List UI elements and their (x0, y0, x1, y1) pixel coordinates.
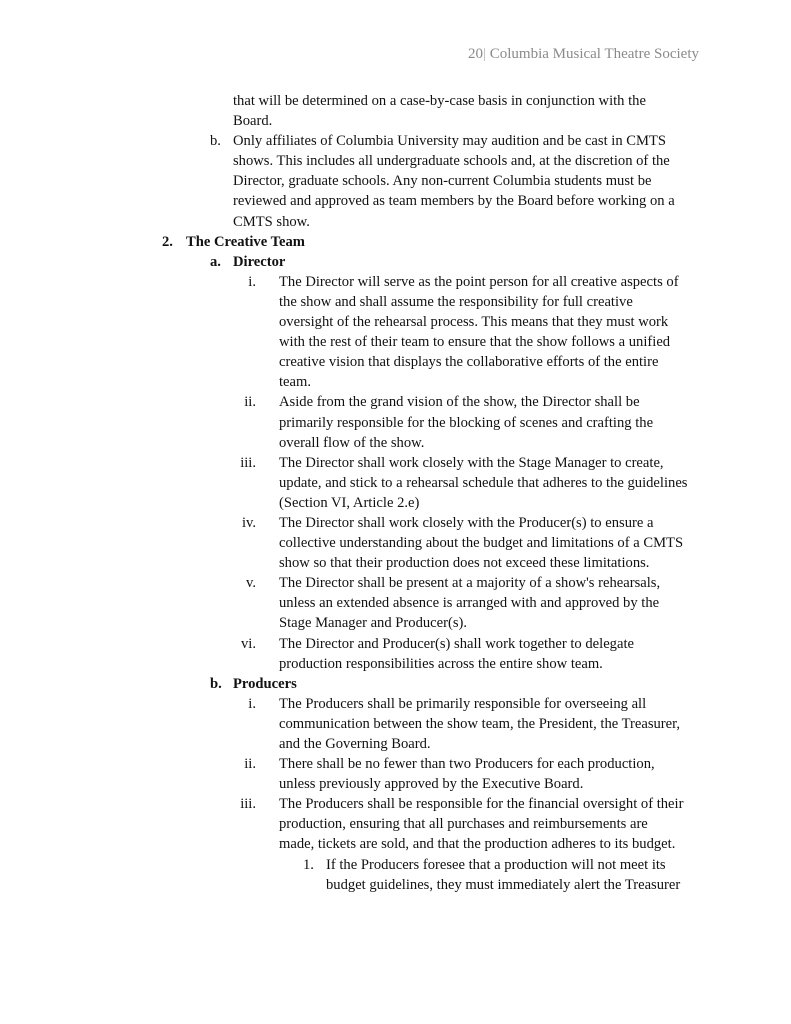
list-marker: i. (248, 695, 256, 712)
line-text: oversight of the rehearsal process. This means that they must work (279, 314, 669, 331)
list-item-line (0, 171, 791, 191)
list-item-line (0, 634, 791, 654)
line-text: The Creative Team (186, 233, 305, 250)
list-item-line (0, 553, 791, 573)
list-item-line (0, 794, 791, 814)
line-text: unless previously approved by the Executive Board. (279, 776, 584, 793)
list-item-line (0, 272, 791, 292)
list-item-line (0, 613, 791, 633)
list-marker: ii. (244, 394, 256, 411)
line-text: production, ensuring that all purchases and reimbursements are (279, 816, 648, 833)
section-heading (0, 232, 791, 252)
list-item-line (0, 392, 791, 412)
list-item-line (0, 814, 791, 834)
list-item-line (0, 453, 791, 473)
line-text: show so that their production does not exceed these limitations. (279, 555, 650, 572)
paragraph-line (0, 111, 791, 131)
line-text: (Section VI, Article 2.e) (279, 494, 420, 511)
paragraph-line (0, 91, 791, 111)
list-marker: iii. (240, 454, 256, 471)
line-text: Aside from the grand vision of the show, the Director shall be (279, 394, 640, 411)
list-item-line (0, 493, 791, 513)
line-text: made, tickets are sold, and that the production adheres to its budget. (279, 836, 676, 853)
line-text: The Producers shall be primarily responsible for overseeing all (279, 695, 647, 712)
line-text: Producers (233, 675, 297, 692)
list-item-line (0, 212, 791, 232)
list-marker: a. (210, 253, 221, 270)
line-text: unless an extended absence is arranged with and approved by the (279, 595, 660, 612)
list-marker: vi. (241, 635, 256, 652)
line-text: The Director shall work closely with the Producer(s) to ensure a (279, 514, 654, 531)
list-marker: v. (246, 575, 256, 592)
subsection-heading (0, 252, 791, 272)
list-item-line (0, 734, 791, 754)
org-name: Columbia Musical Theatre Society (489, 46, 699, 62)
list-item-line (0, 191, 791, 211)
list-item-line (0, 714, 791, 734)
line-text: reviewed and approved as team members by the Board before working on a (233, 193, 675, 210)
line-text: budget guidelines, they must immediately alert the Treasurer (326, 876, 681, 893)
line-text: The Director will serve as the point person for all creative aspects of (279, 273, 679, 290)
list-marker: b. (210, 133, 221, 150)
list-item-line (0, 875, 791, 895)
list-item-line (0, 754, 791, 774)
list-item-line (0, 834, 791, 854)
line-text: communication between the show team, the President, the Treasurer, (279, 715, 681, 732)
line-text: Only affiliates of Columbia University may audition and be cast in CMTS (233, 133, 667, 150)
list-item-line (0, 352, 791, 372)
line-text: shows. This includes all undergraduate schools and, at the discretion of the (233, 153, 670, 170)
line-text: The Director shall work closely with the Stage Manager to create, (279, 454, 664, 471)
list-item-line (0, 372, 791, 392)
line-text: that will be determined on a case-by-case basis in conjunction with the (233, 93, 646, 109)
list-marker: iv. (241, 514, 256, 531)
list-marker: i. (248, 273, 256, 290)
line-text: Director (233, 253, 286, 270)
list-item-line (0, 774, 791, 794)
subsection-heading (0, 674, 791, 694)
document-body (0, 91, 791, 895)
list-item-line (0, 413, 791, 433)
line-text: The Director and Producer(s) shall work together to delegate (279, 635, 634, 652)
list-item-line (0, 573, 791, 593)
list-marker: 1. (303, 856, 314, 873)
line-text: with the rest of their team to ensure that the show follows a unified (279, 334, 671, 351)
list-marker: 2. (162, 233, 173, 250)
list-item-line (0, 292, 791, 312)
line-text: If the Producers foresee that a production will not meet its (326, 856, 666, 873)
line-text: collective understanding about the budget and limitations of a CMTS (279, 535, 684, 552)
list-marker: ii. (244, 756, 256, 773)
list-item-line (0, 312, 791, 332)
list-marker: iii. (240, 796, 256, 813)
list-item-line (0, 694, 791, 714)
line-text: the show and shall assume the responsibility for full creative (279, 293, 633, 310)
list-item-line (0, 533, 791, 553)
list-item-line (0, 151, 791, 171)
line-text: creative vision that displays the collaborative efforts of the entire (279, 354, 659, 371)
list-item-line (0, 513, 791, 533)
page-number: 20 (467, 46, 483, 62)
line-text: The Director shall be present at a majority of a show's rehearsals, (279, 575, 661, 592)
line-text: The Producers shall be responsible for the financial oversight of their (279, 796, 684, 813)
list-item-line (0, 654, 791, 674)
list-item-line (0, 473, 791, 493)
line-text: CMTS show. (233, 213, 310, 230)
header-separator: | (482, 46, 486, 62)
list-item-line (0, 855, 791, 875)
line-text: There shall be no fewer than two Producers for each production, (279, 756, 655, 773)
page-header (468, 46, 699, 63)
list-item-line (0, 433, 791, 453)
line-text: Director, graduate schools. Any non-current Columbia students must be (233, 173, 652, 190)
line-text: and the Governing Board. (279, 736, 431, 752)
line-text: Stage Manager and Producer(s). (279, 615, 468, 632)
line-text: primarily responsible for the blocking of scenes and crafting the (279, 414, 654, 431)
list-item-line (0, 593, 791, 613)
line-text: team. (279, 374, 312, 391)
line-text: Board. (233, 113, 273, 130)
list-item-line (0, 131, 791, 151)
list-item-line (0, 332, 791, 352)
line-text: overall flow of the show. (279, 434, 425, 451)
line-text: production responsibilities across the entire show team. (279, 655, 603, 672)
line-text: update, and stick to a rehearsal schedule that adheres to the guidelines (279, 474, 688, 491)
list-marker: b. (210, 675, 222, 692)
